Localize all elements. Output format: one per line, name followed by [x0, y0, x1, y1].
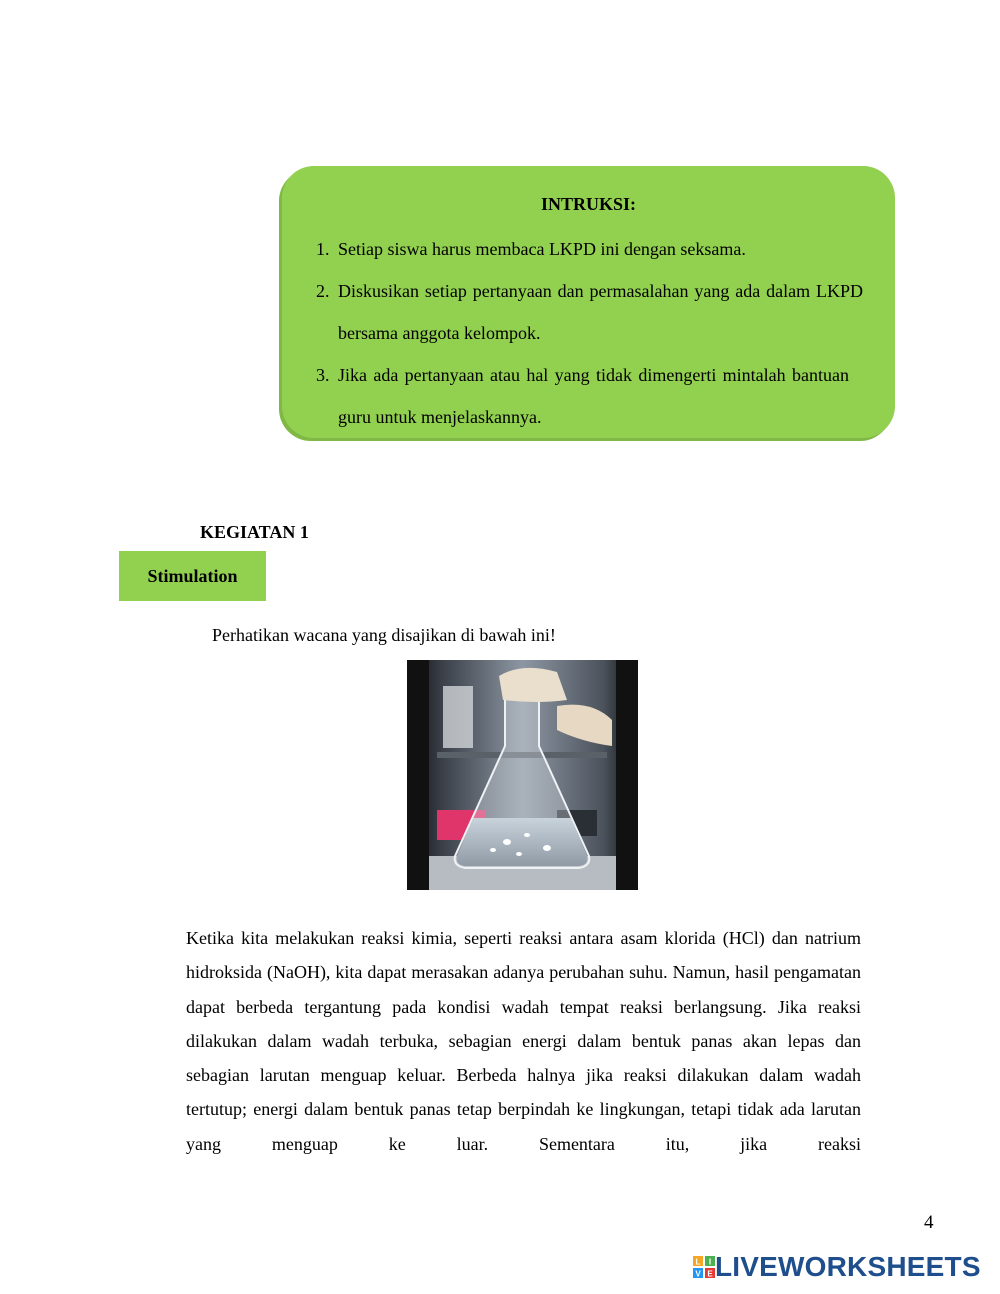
instruction-box — [282, 166, 895, 438]
logo-letter: V — [695, 1269, 701, 1278]
instruction-list — [316, 228, 863, 438]
logo-letter: L — [695, 1257, 701, 1267]
flask-illustration — [407, 660, 638, 890]
liveworksheets-logo-icon — [693, 1256, 715, 1278]
instruction-number: 2. — [316, 281, 330, 301]
brand-name: LIVEWORKSHEETS — [715, 1251, 981, 1282]
instruction-item — [316, 354, 863, 438]
logo-letter: I — [708, 1257, 712, 1267]
instruction-text: Setiap siswa harus membaca LKPD ini dengan seksama. — [338, 239, 746, 259]
instruction-item — [316, 228, 863, 270]
stimulation-tab: Stimulation — [119, 551, 266, 601]
instruction-text: Jika ada pertanyaan atau hal yang tidak dimengerti mintalah bantuan guru untuk menjelaskannya. — [338, 365, 849, 427]
reading-prompt: Perhatikan wacana yang disajikan di bawah ini! — [212, 625, 556, 645]
lab-flask-photo — [407, 660, 638, 890]
instruction-number: 3. — [316, 365, 330, 385]
instruction-number: 1. — [316, 239, 330, 259]
liveworksheets-logo — [693, 1252, 981, 1282]
reading-passage: Ketika kita melakukan reaksi kimia, seperti reaksi antara asam klorida (HCl) dan natrium hidroksida (NaOH), kita dapat merasakan adanya perubahan suhu. Namun, hasil pengamatan dapat berbeda tergantung pada kondisi wadah tempat reaksi berlangsung. Jika reaksi dilakukan dalam wadah terbuka, sebagian energi dalam bentuk panas akan lepas dan sebagian larutan menguap keluar. Berbeda halnya jika reaksi dilakukan dalam wadah tertutup; energi dalam bentuk panas tetap berpindah ke lingkungan, tetapi tidak ada larutan yang menguap ke luar. Sementara itu, jika reaksi — [186, 928, 861, 1154]
logo-letter: E — [707, 1269, 713, 1278]
instruction-title: INTRUKSI: — [540, 194, 637, 214]
instruction-text: Diskusikan setiap pertanyaan dan permasalahan yang ada dalam LKPD bersama anggota kelompok. — [338, 281, 863, 343]
instruction-item — [316, 270, 863, 354]
page-number: 4 — [924, 1212, 934, 1233]
section-heading: KEGIATAN 1 — [200, 522, 309, 542]
